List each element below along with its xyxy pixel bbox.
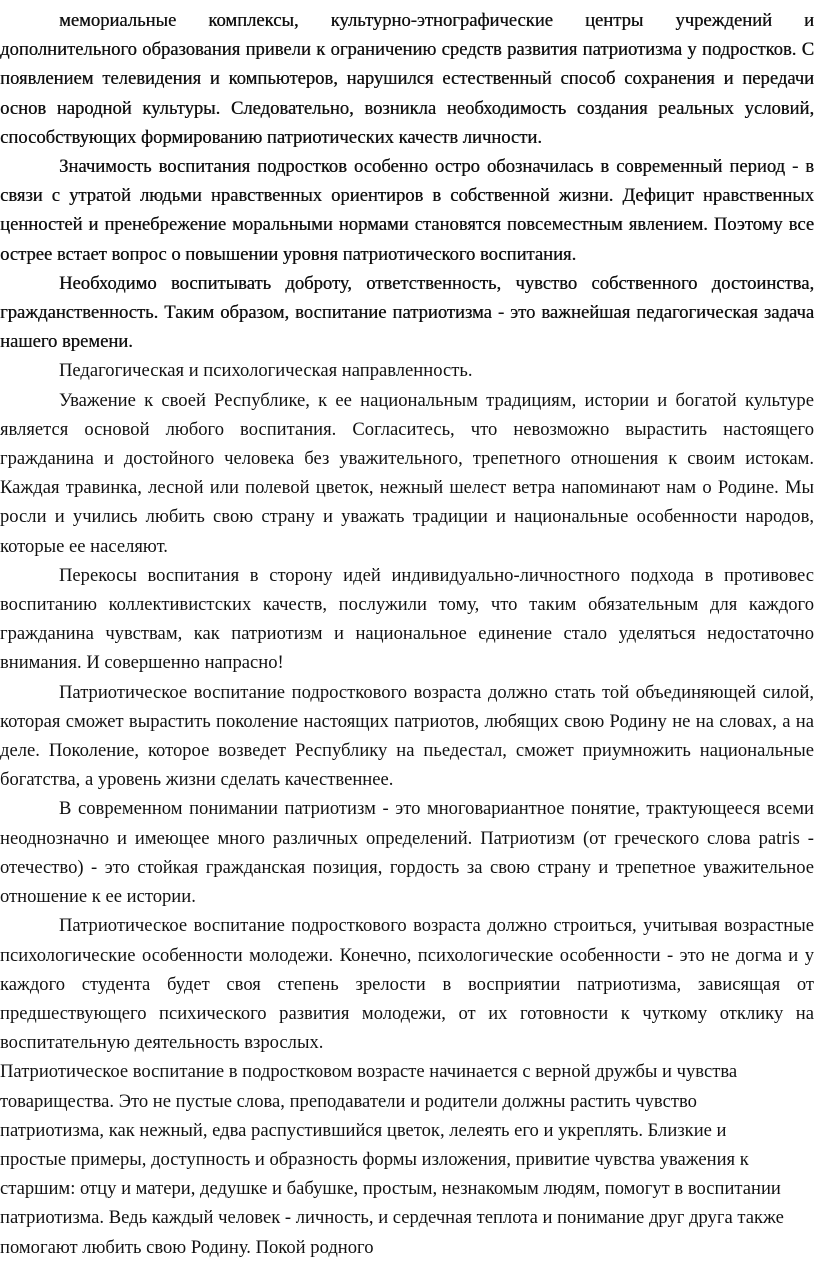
paragraph-distortions: Перекосы воспитания в сторону идей индивидуально-личностного подхода в противовес воспитанию коллективистских качеств, послужили тому, что таким обязательным для каждого гражданина чувствам, как патриотизм и национальное единение стало уделяться недостаточно внимания. И совершенно напрасно! — [0, 564, 814, 674]
paragraph-intro-continuation: мемориальные комплексы, культурно-этнографические центры учреждений и дополнительного образования привели к ограничению средств развития патриотизма у подростков. С появлением телевидения и компьютеров, нарушился естественный способ сохранения и передачи основ народной культуры. Следовательно, возникла необходимость создания реальных условий, способствующих формированию патриотических качеств личности. — [0, 10, 814, 148]
paragraph-respect: Уважение к своей Республике, к ее национальным традициям, истории и богатой культуре является основой любого воспитания. Согласитесь, что невозможно вырастить настоящего гражданина и достойного человека без уважительного, трепетного отношения к своим истокам. Каждая травинка, лесной или полевой цветок, нежный шелест ветра напоминают нам о Родине. Мы росли и учились любить свою страну и уважать традиции и национальные особенности народов, которые ее населяют. — [0, 389, 814, 557]
paragraph-unifying-force: Патриотическое воспитание подросткового возраста должно стать той объединяющей силой, которая сможет вырастить поколение настоящих патриотов, любящих свою Родину не на словах, а на деле. Поколение, которое возведет Республику на пьедестал, сможет приумножить национальные богатства, а уровень жизни сделать качественнее. — [0, 681, 814, 791]
paragraph-necessity: Необходимо воспитывать доброту, ответственность, чувство собственного достоинства, гражданственность. Таким образом, воспитание патриотизма - это важнейшая педагогическая задача нашего времени. — [0, 272, 814, 353]
paragraph-modern-understanding: В современном понимании патриотизм - это многовариантное понятие, трактующееся всеми неоднозначно и имеющее много различных определений. Патриотизм (от греческого слова patris - отечество) - это стойкая гражданская позиция, гордость за свою страну и трепетное уважительное отношение к ее истории. — [0, 798, 814, 908]
paragraph-age-features: Патриотическое воспитание подросткового возраста должно строиться, учитывая возрастные психологические особенности молодежи. Конечно, психологические особенности - это не догма и у каждого студента будет своя степень зрелости в восприятии патриотизма, зависящая от предшествующего психического развития молодежи, от их готовности к чуткому отклику на воспитательную деятельность взрослых. — [0, 915, 814, 1054]
paragraph-friendship: Патриотическое воспитание в подростковом возрасте начинается с верной дружбы и чувства товарищества. Это не пустые слова, преподаватели и родители должны растить чувство патриотизма, как нежный, едва распустившийся цветок, лелеять его и укреплять. Близкие и простые примеры, доступность и образность формы изложения, привитие чувства уважения к старшим: отцу и матери, дедушке и бабушке, простым, незнакомым людям, помогут в воспитании патриотизма. Ведь каждый человек - личность, и сердечная теплота и понимание друг друга также помогают любить свою Родину. Покой родного — [0, 1061, 784, 1258]
section-heading-direction: Педагогическая и психологическая направленность. — [59, 360, 473, 382]
paragraph-significance: Значимость воспитания подростков особенно остро обозначилась в современный период - в связи с утратой людьми нравственных ориентиров в собственной жизни. Дефицит нравственных ценностей и пренебрежение моральными нормами становятся повсеместным явлением. Поэтому все острее встает вопрос о повышении уровня патриотического воспитания. — [0, 156, 814, 265]
